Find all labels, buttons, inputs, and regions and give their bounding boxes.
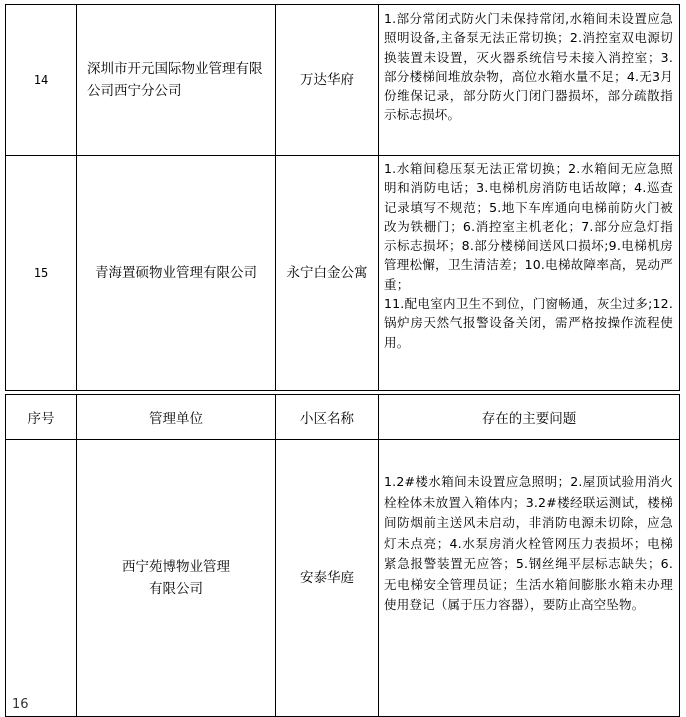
management-unit: 深圳市开元国际物业管理有限公司西宁分公司 [77, 5, 276, 156]
table-row [6, 440, 680, 717]
header-main-issues: 存在的主要问题 [379, 395, 680, 440]
table-header-row [6, 395, 680, 440]
issues-text: 1.部分常闭式防火门未保持常闭,水箱间未设置应急照明设备,主备泵无法正常切换；2.消控室双电源切换装置未设置，灭火器系统信号未接入消控室；3.部分楼梯间堆放杂物，高位水箱水量不足；4.无3月份维保记录，部分防火门闭门器损坏，部分疏散指示标志损坏。 [384, 11, 673, 123]
unit-line-1: 西宁苑博物业管理 [122, 559, 230, 575]
issues-text: 1.2#楼水箱间未设置应急照明；2.屋顶试验用消火栓栓体未放置入箱体内；3.2#楼经联运测试，楼梯间防烟前主送风未启动，非消防电源未切除，应急灯未点亮；4.水泵房消火栓管网压力表损坏；电梯紧急报警装置无应答；5.钢丝绳平层标志缺失；6.无电梯安全管理员证；生活水箱间膨胀水箱未办理使用登记（属于压力容器），要防止高空坠物。 [384, 474, 673, 612]
table-row [6, 156, 680, 391]
header-management-unit: 管理单位 [77, 395, 276, 440]
inspection-table [5, 394, 680, 717]
row-number: 16 [6, 440, 77, 717]
community-name: 永宁白金公寓 [276, 156, 379, 391]
management-unit: 青海置硕物业管理有限公司 [77, 156, 276, 391]
table-row [6, 5, 680, 156]
inspection-table-continued [5, 4, 680, 391]
header-number: 序号 [6, 395, 77, 440]
community-name: 安泰华庭 [276, 440, 379, 717]
unit-line-2: 有限公司 [149, 581, 203, 597]
community-name: 万达华府 [276, 5, 379, 156]
main-issues [379, 440, 680, 717]
main-issues [379, 156, 680, 391]
management-unit [77, 440, 276, 717]
header-community-name: 小区名称 [276, 395, 379, 440]
main-issues [379, 5, 680, 156]
row-number: 14 [6, 5, 77, 156]
row-number: 15 [6, 156, 77, 391]
issues-text: 1.水箱间稳压泵无法正常切换；2.水箱间无应急照明和消防电话；3.电梯机房消防电话故障；4.巡查记录填写不规范；5.地下车库通向电梯前防火门被改为铁栅门；6.消控室主机老化；7.部分应急灯指示标志损坏；8.部分楼梯间送风口损坏;9.电梯机房管理松懈，卫生清洁差；10.电梯故障率高，晃动严重； [384, 161, 673, 292]
issues-text: 11.配电室内卫生不到位，门窗畅通，灰尘过多;12.锅炉房天然气报警设备关闭，需严格按操作流程使用。 [384, 296, 673, 350]
